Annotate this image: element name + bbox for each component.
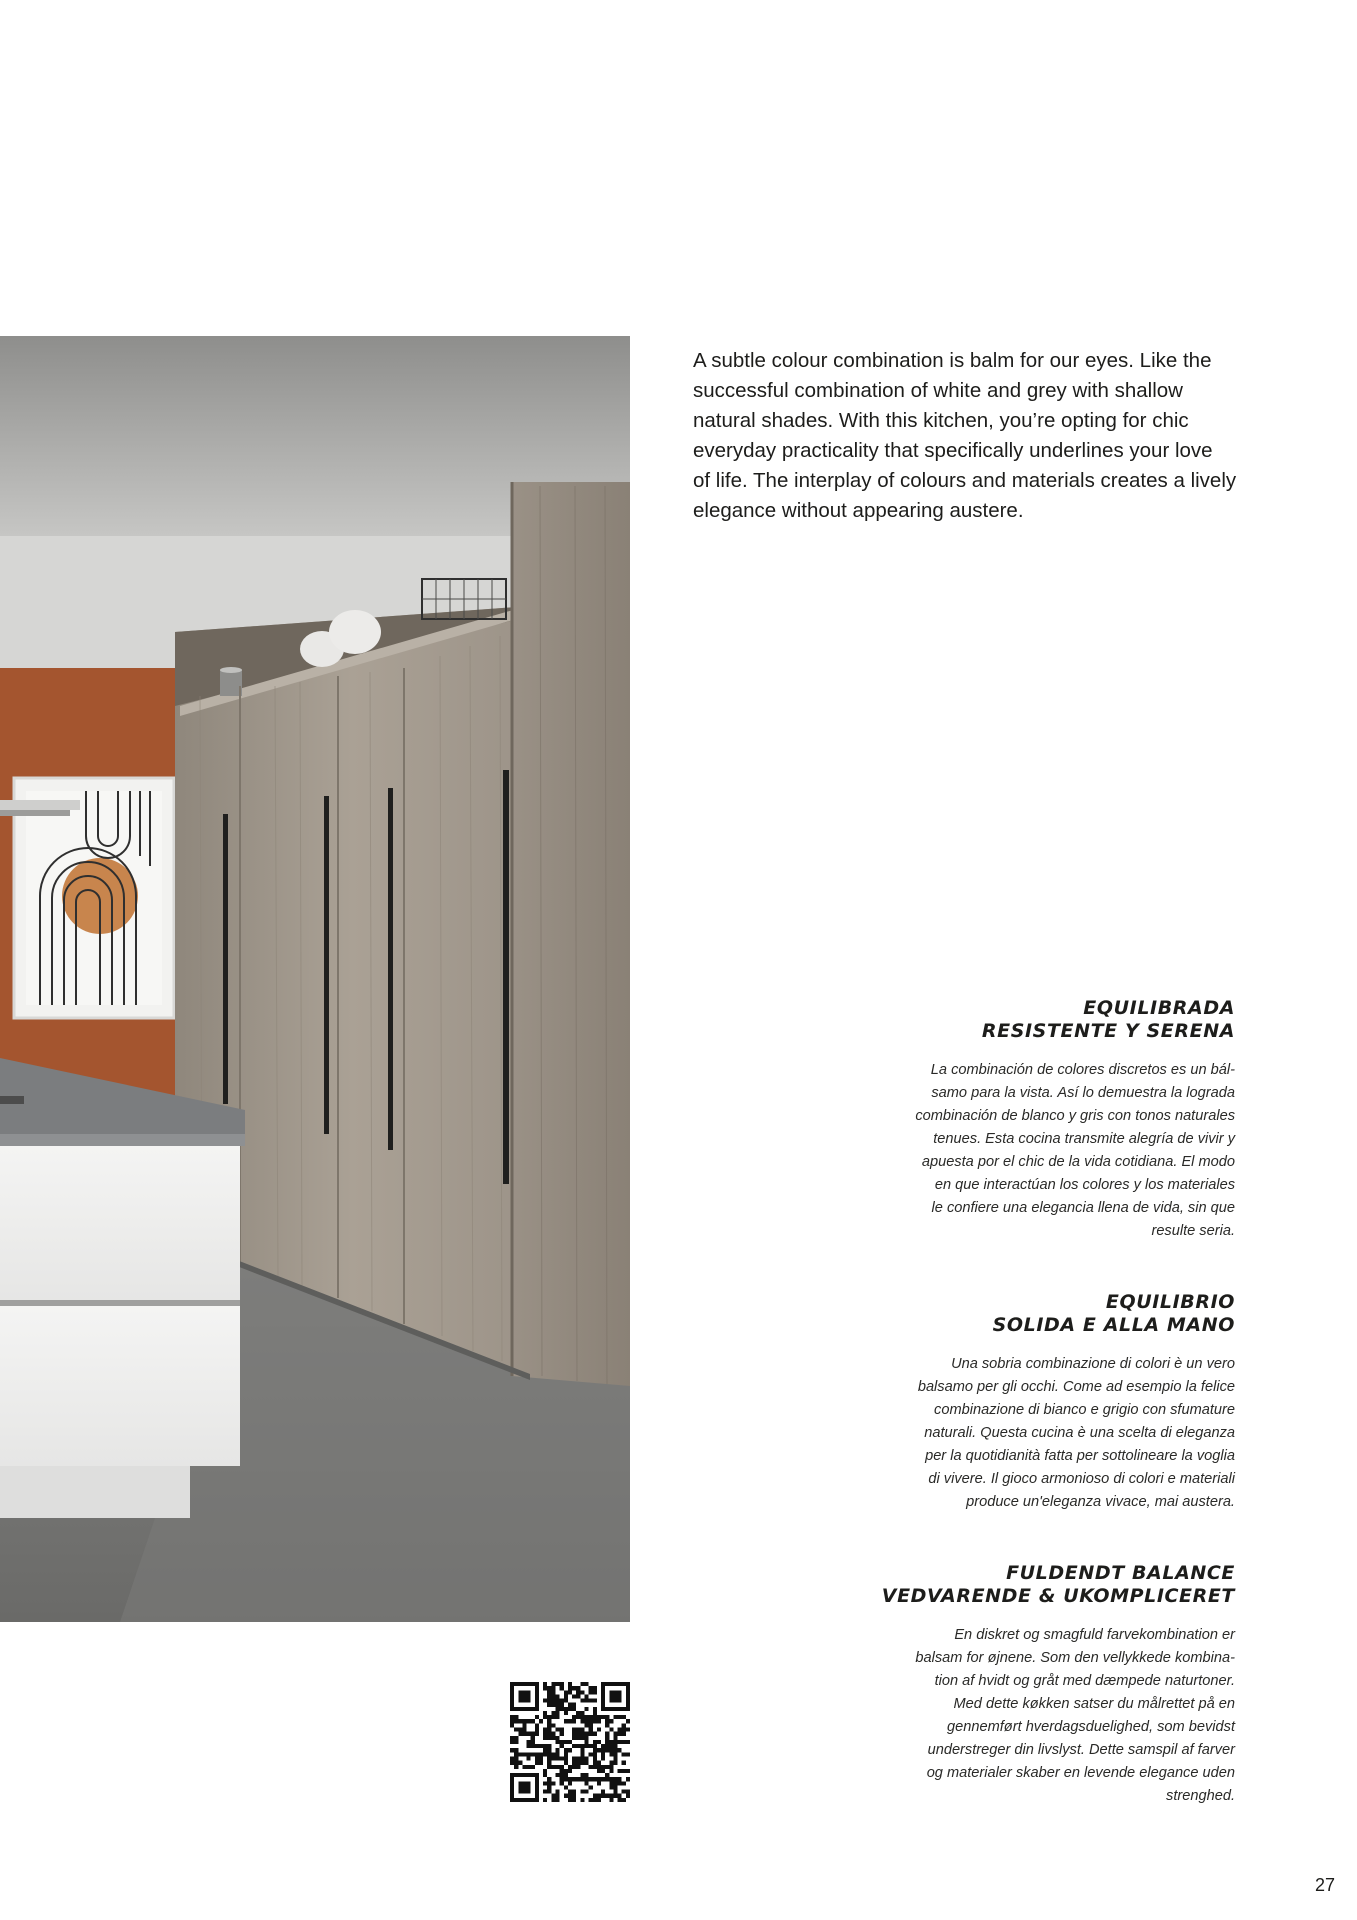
section-heading (855, 1562, 1235, 1608)
body-line: per la quotidianità fatta per sottolineare la voglia (925, 1448, 1235, 1464)
section-italian (875, 1291, 1235, 1514)
intro-line: successful combination of white and grey with shallow (693, 379, 1183, 402)
body-line: tion af hvidt og gråt med dæmpede naturtoner. (934, 1673, 1235, 1689)
heading-line: SOLIDA E ALLA MANO (992, 1314, 1235, 1336)
body-line: En diskret og smagfuld farvekombination er (954, 1627, 1235, 1643)
body-line: en que interactúan los colores y los materiales (934, 1177, 1235, 1193)
page-number: 27 (1314, 1875, 1335, 1895)
intro-line: natural shades. With this kitchen, you’re opting for chic (693, 409, 1189, 432)
body-line: produce un'eleganza vivace, mai austera. (966, 1494, 1235, 1510)
section-body (875, 1353, 1235, 1514)
heading-line: RESISTENTE Y SERENA (981, 1020, 1235, 1042)
section-heading (875, 997, 1235, 1043)
body-line: Med dette køkken satser du målrettet på en (953, 1696, 1235, 1712)
body-line: combinación de blanco y gris con tonos naturales (915, 1108, 1235, 1124)
body-line: naturali. Questa cucina è una scelta di eleganza (924, 1425, 1235, 1441)
intro-line: of life. The interplay of colours and materials creates a lively (693, 469, 1237, 492)
intro-line: elegance without appearing austere. (693, 499, 1024, 522)
kitchen-photo (0, 336, 630, 1622)
heading-line: FULDENDT BALANCE (1006, 1562, 1235, 1584)
body-line: le confiere una elegancia llena de vida, sin que (931, 1200, 1235, 1216)
body-line: balsam for øjnene. Som den vellykkede kombina- (915, 1650, 1235, 1666)
intro-text (693, 346, 1253, 526)
intro-line: everyday practicality that specifically underlines your love (693, 439, 1213, 462)
body-line: strenghed. (1166, 1788, 1235, 1804)
section-danish (855, 1562, 1235, 1808)
body-line: combinazione di bianco e grigio con sfumature (934, 1402, 1235, 1418)
qr-code[interactable] (510, 1682, 630, 1802)
body-line: tenues. Esta cocina transmite alegría de vivir y (933, 1131, 1235, 1147)
heading-line: EQUILIBRADA (1083, 997, 1235, 1019)
body-line: samo para la vista. Así lo demuestra la lograda (931, 1085, 1235, 1101)
heading-line: EQUILIBRIO (1105, 1291, 1235, 1313)
body-line: balsamo per gli occhi. Come ad esempio la felice (917, 1379, 1235, 1395)
section-heading (875, 1291, 1235, 1337)
heading-line: VEDVARENDE & UKOMPLICERET (881, 1585, 1235, 1607)
body-line: Una sobria combinazione di colori è un vero (951, 1356, 1235, 1372)
section-spanish (875, 997, 1235, 1243)
section-body (855, 1624, 1235, 1808)
body-line: gennemført hverdagsduelighed, som bevidst (947, 1719, 1235, 1735)
body-line: La combinación de colores discretos es un bál- (930, 1062, 1235, 1078)
body-line: di vivere. Il gioco armonioso di colori e materiali (928, 1471, 1235, 1487)
body-line: understreger din livslyst. Dette samspil af farver (927, 1742, 1235, 1758)
intro-line: A subtle colour combination is balm for our eyes. Like the (693, 349, 1212, 372)
body-line: apuesta por el chic de la vida cotidiana. El modo (921, 1154, 1235, 1170)
body-line: og materialer skaber en levende elegance uden (926, 1765, 1235, 1781)
section-body (875, 1059, 1235, 1243)
body-line: resulte seria. (1151, 1223, 1235, 1239)
